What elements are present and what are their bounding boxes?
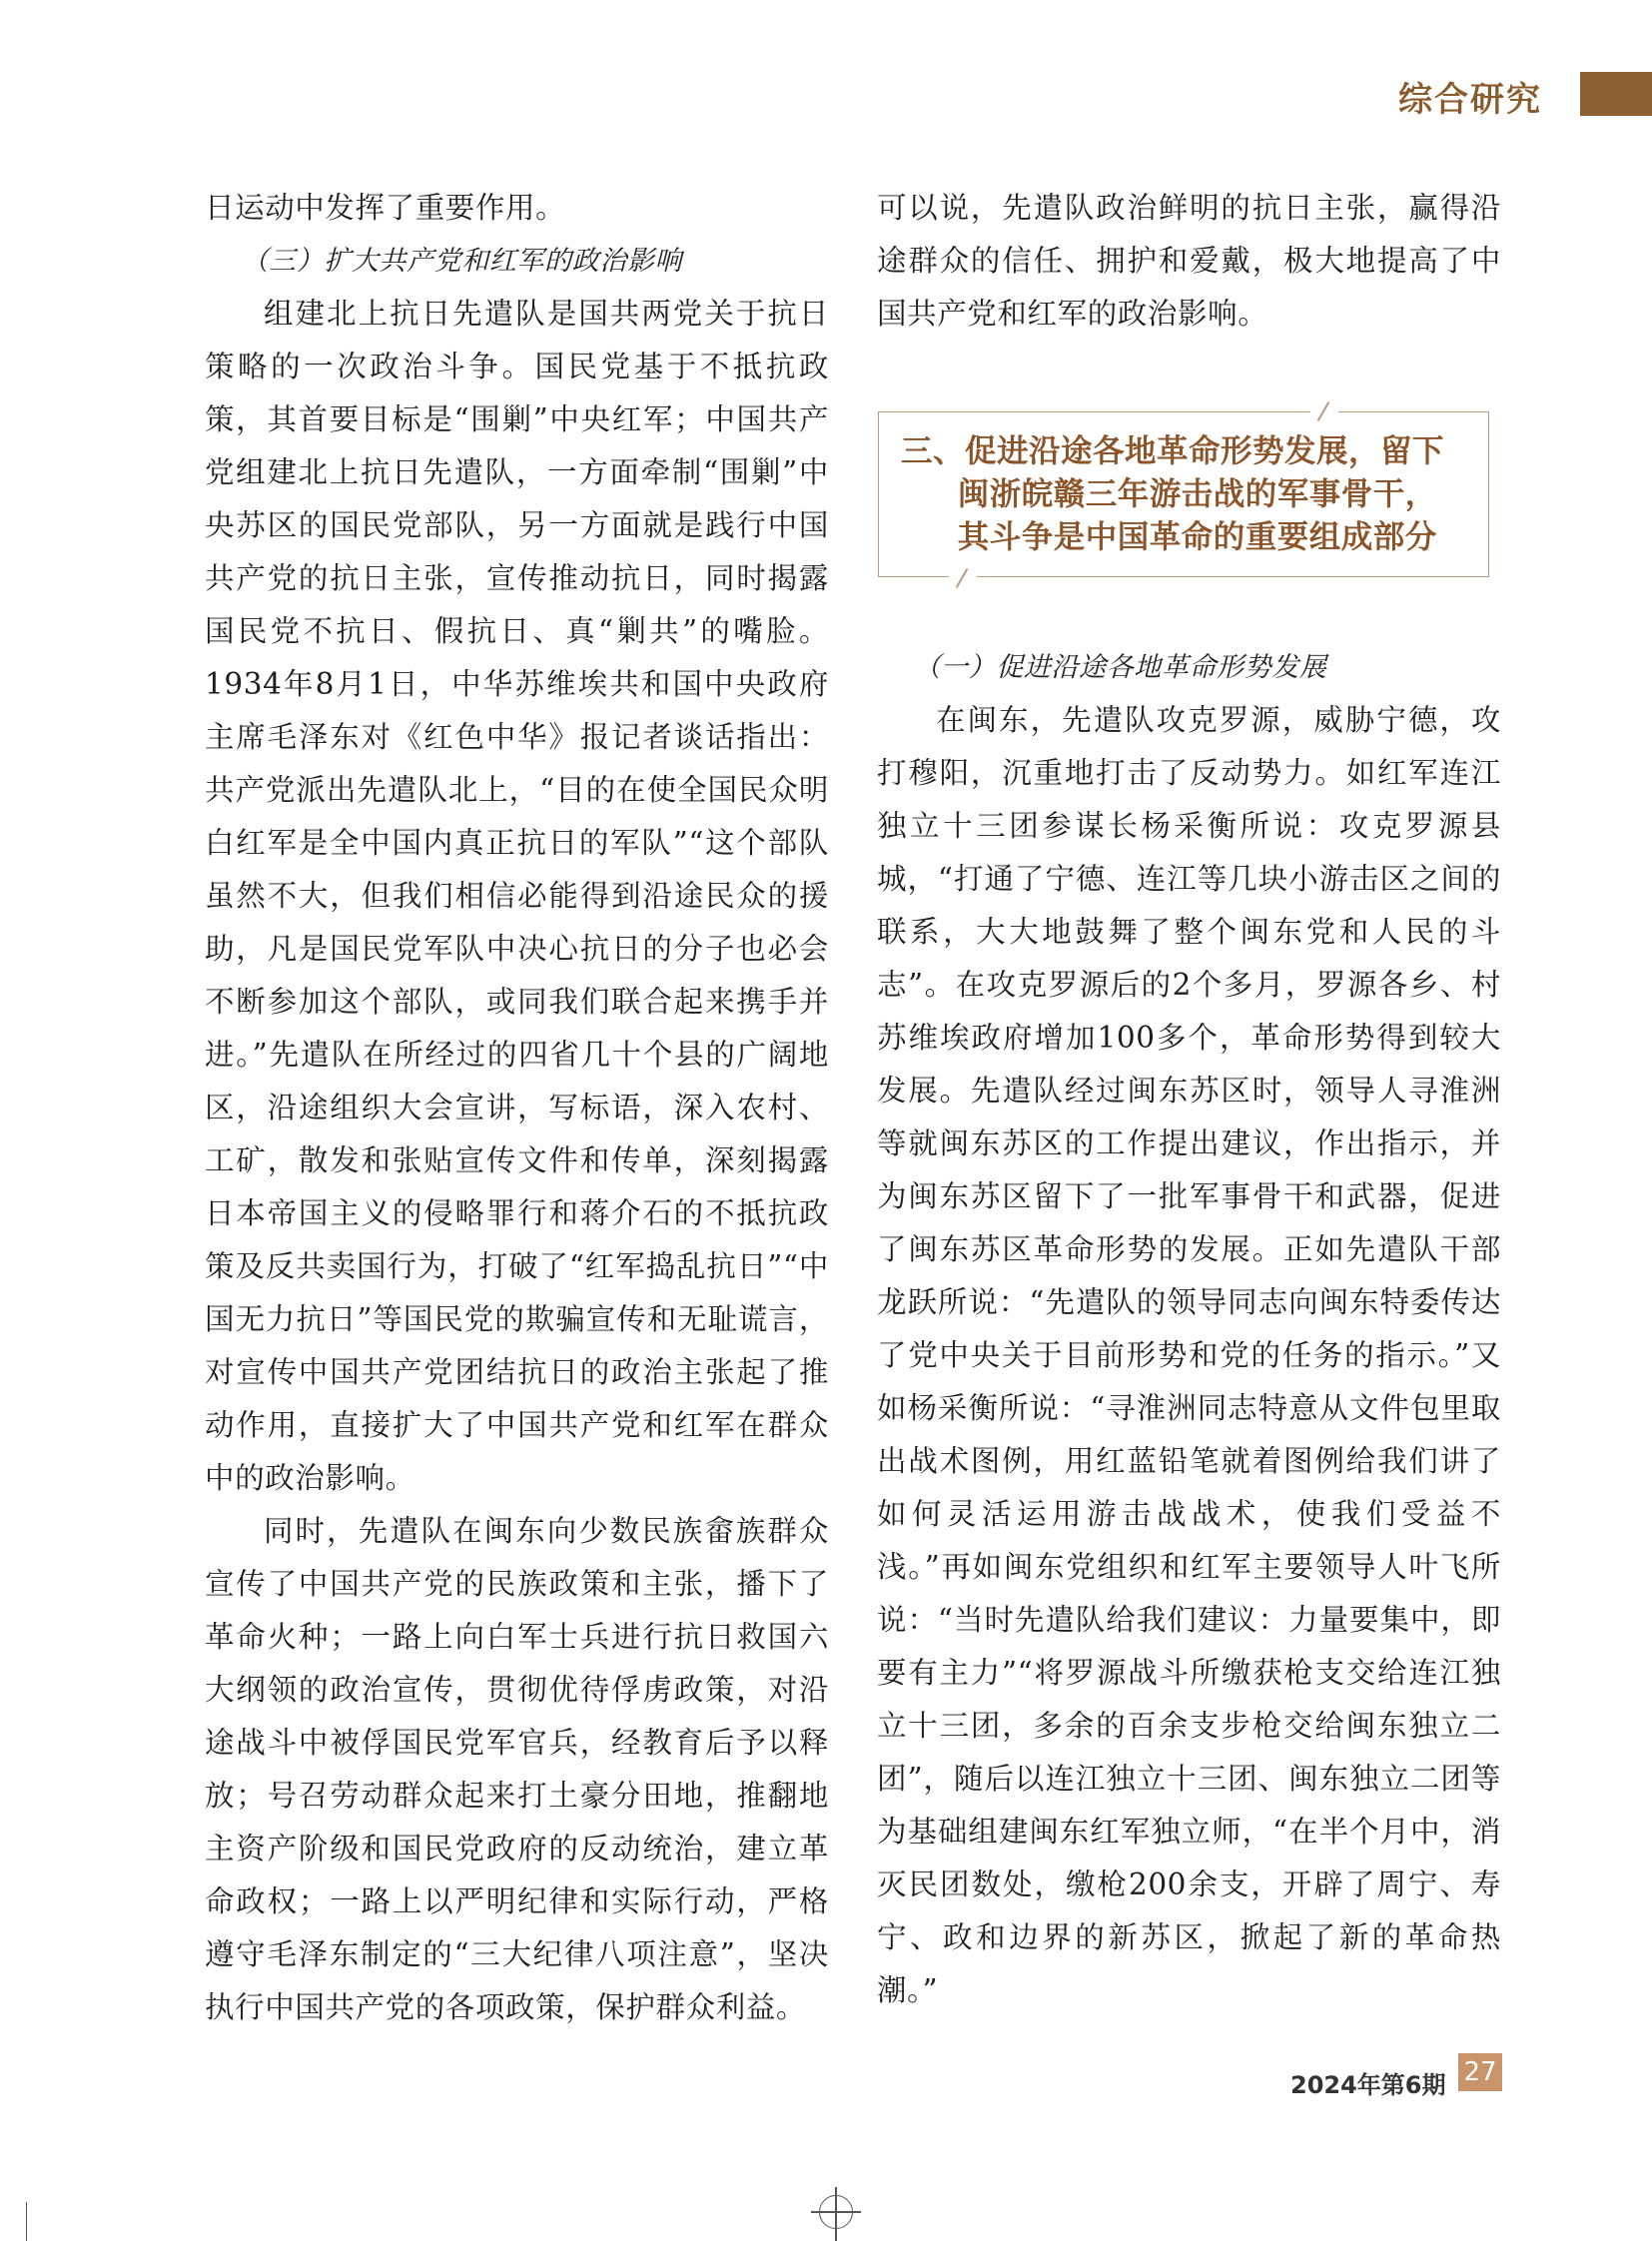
- paragraph: 在闽东，先遣队攻克罗源，威胁宁德，攻打穆阳，沉重地打击了反动势力。如红军连江独立十三团参谋长杨采衡所说：攻克罗源县城，“打通了宁德、连江等几块小游击区之间的联系，大大地鼓舞了整个闽东党和人民的斗志”。在攻克罗源后的2个多月，罗源各乡、村苏维埃政府增加100多个，革命形势得到较大发展。先遣队经过闽东苏区时，领导人寻淮洲等就闽东苏区的工作提出建议，作出指示，并为闽东苏区留下了一批军事骨干和武器，促进了闽东苏区革命形势的发展。正如先遣队干部龙跃所说：“先遣队的领导同志向闽东特委传达了党中央关于目前形势和党的任务的指示。”又如杨采衡所说：“寻淮洲同志特意从文件包里取出战术图例，用红蓝铅笔就着图例给我们讲了如何灵活运用游击战战术，使我们受益不浅。”再如闽东党组织和红军主要领导人叶飞所说：“当时先遣队给我们建议：力量要集中，即要有主力”“将罗源战斗所缴获枪支交给连江独立十三团，多余的百余支步枪交给闽东独立二团”，随后以连江独立十三团、闽东独立二团等为基础组建闽东红军独立师，“在半个月中，消灭民团数处，缴枪200余支，开辟了周宁、寿宁、政和边界的新苏区，掀起了新的革命热潮。”: [877, 703, 1501, 2007]
- right-column-bottom: [877, 641, 1501, 2017]
- registration-mark-vertical: [835, 2187, 837, 2241]
- header-color-block: [1580, 72, 1652, 116]
- paragraph: 同时，先遣队在闽东向少数民族畲族群众宣传了中国共产党的民族政策和主张，播下了革命火种；一路上向白军士兵进行抗日救国六大纲领的政治宣传，贯彻优待俘虏政策，对沿途战斗中被俘国民党军官兵，经教育后予以释放；号召劳动群众起来打土豪分田地，推翻地主资产阶级和国民党政府的反动统治，建立革命政权；一路上以严明纪律和实际行动，严格遵守毛泽东制定的“三大纪律八项注意”，坚决执行中国共产党的各项政策，保护群众利益。: [205, 1514, 829, 2024]
- issue-label: 2024年第6期: [1290, 2071, 1446, 2099]
- crop-mark: [26, 2202, 27, 2241]
- page-number: 27: [1458, 2053, 1502, 2091]
- section-name: 综合研究: [1398, 80, 1542, 120]
- left-column: [205, 182, 829, 2034]
- decorative-slash: [1310, 400, 1338, 420]
- right-column-top: [877, 182, 1501, 341]
- decorative-slash: [949, 567, 977, 587]
- paragraph-continued: 可以说，先遣队政治鲜明的抗日主张，赢得沿途群众的信任、拥护和爱戴，极大地提高了中国共产党和红军的政治影响。: [877, 191, 1501, 331]
- subheading: （三）扩大共产党和红军的政治影响: [241, 246, 683, 277]
- registration-mark-horizontal: [811, 2211, 861, 2213]
- subheading: （一）促进沿途各地革命形势发展: [913, 652, 1327, 683]
- paragraph-continued: 日运动中发挥了重要作用。: [205, 191, 566, 225]
- section-heading-box: [878, 411, 1489, 577]
- section-heading: 三、促进沿途各地革命形势发展，留下闽浙皖赣三年游击战的军事骨干，其斗争是中国革命的重要组成部分: [901, 433, 1445, 555]
- paragraph: 组建北上抗日先遣队是国共两党关于抗日策略的一次政治斗争。国民党基于不抵抗政策，其首要目标是“围剿”中央红军；中国共产党组建北上抗日先遣队，一方面牵制“围剿”中央苏区的国民党部队，另一方面就是践行中国共产党的抗日主张，宣传推动抗日，同时揭露国民党不抗日、假抗日、真“剿共”的嘴脸。1934年8月1日，中华苏维埃共和国中央政府主席毛泽东对《红色中华》报记者谈话指出：共产党派出先遣队北上，“目的在使全国民众明白红军是全中国内真正抗日的军队”“这个部队虽然不大，但我们相信必能得到沿途民众的援助，凡是国民党军队中决心抗日的分子也必会不断参加这个部队，或同我们联合起来携手并进。”先遣队在所经过的四省几十个县的广阔地区，沿途组织大会宣讲，写标语，深入农村、工矿，散发和张贴宣传文件和传单，深刻揭露日本帝国主义的侵略罪行和蒋介石的不抵抗政策及反共卖国行为，打破了“红军捣乱抗日”“中国无力抗日”等国民党的欺骗宣传和无耻谎言，对宣传中国共产党团结抗日的政治主张起了推动作用，直接扩大了中国共产党和红军在群众中的政治影响。: [205, 297, 829, 1495]
